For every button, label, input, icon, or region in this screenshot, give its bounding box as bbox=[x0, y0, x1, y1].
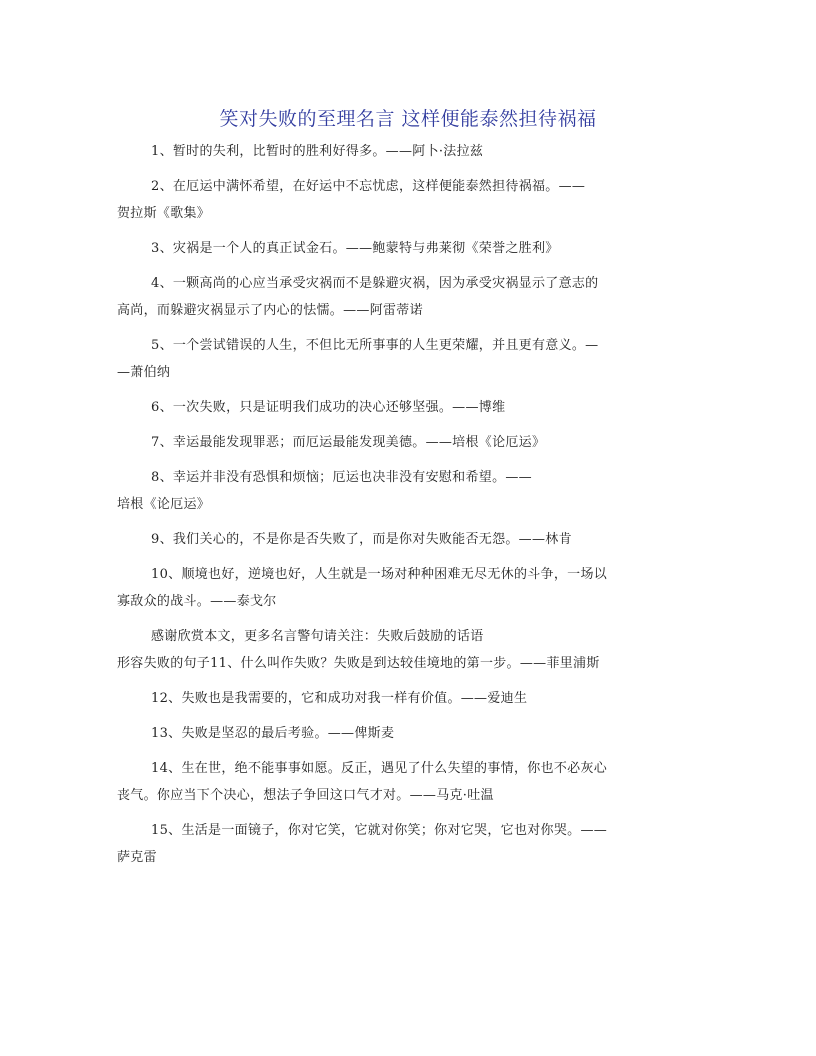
paragraph-14 bbox=[117, 755, 707, 809]
paragraph-8 bbox=[117, 464, 707, 518]
paragraph-line: 2、在厄运中满怀希望，在好运中不忘忧虑，这样便能泰然担待祸福。—— bbox=[151, 179, 586, 194]
paragraph-line: 13、失败是坚忍的最后考验。——俾斯麦 bbox=[151, 726, 395, 741]
paragraph-line: 6、一次失败，只是证明我们成功的决心还够坚强。——博维 bbox=[151, 400, 506, 415]
paragraph-line: 15、生活是一面镜子，你对它笑，它就对你笑；你对它哭，它也对你哭。—— bbox=[151, 823, 608, 838]
paragraph-line: 9、我们关心的，不是你是否失败了，而是你对失败能否无怨。——林肯 bbox=[151, 532, 572, 547]
paragraph-line: 12、失败也是我需要的，它和成功对我一样有价值。——爱迪生 bbox=[151, 691, 528, 706]
paragraph-line: —萧伯纳 bbox=[117, 365, 171, 380]
paragraph-6 bbox=[117, 394, 707, 421]
paragraph-7 bbox=[117, 429, 707, 456]
paragraph-1 bbox=[117, 138, 707, 165]
paragraph-line: 寡敌众的战斗。——泰戈尔 bbox=[117, 594, 277, 609]
paragraph-line: 贺拉斯《歌集》 bbox=[117, 206, 211, 221]
paragraph-9 bbox=[117, 526, 707, 553]
paragraph-line: 感谢欣赏本文，更多名言警句请关注：失败后鼓励的话语 bbox=[151, 629, 484, 644]
paragraph-line: 10、顺境也好，逆境也好，人生就是一场对种种困难无尽无休的斗争，一场以 bbox=[151, 567, 608, 582]
document-body bbox=[117, 138, 707, 871]
document-title: 笑对失败的至理名言 这样便能泰然担待祸福 bbox=[219, 108, 597, 130]
paragraph-line: 8、幸运并非没有恐惧和烦恼；厄运也决非没有安慰和希望。—— bbox=[151, 470, 532, 485]
paragraph-line: 5、一个尝试错误的人生，不但比无所事事的人生更荣耀，并且更有意义。— bbox=[151, 338, 599, 353]
paragraph-12 bbox=[117, 685, 707, 712]
paragraph-line: 1、暂时的失利，比暂时的胜利好得多。——阿卜·法拉兹 bbox=[151, 144, 484, 159]
paragraph-11 bbox=[117, 623, 707, 677]
paragraph-3 bbox=[117, 235, 707, 262]
paragraph-5 bbox=[117, 332, 707, 386]
paragraph-line: 萨克雷 bbox=[117, 850, 157, 865]
paragraph-13 bbox=[117, 720, 707, 747]
paragraph-line: 7、幸运最能发现罪恶；而厄运最能发现美德。——培根《论厄运》 bbox=[151, 435, 546, 450]
paragraph-line: 14、生在世，绝不能事事如愿。反正，遇见了什么失望的事情，你也不必灰心 bbox=[151, 761, 608, 776]
paragraph-10 bbox=[117, 561, 707, 615]
paragraph-line: 培根《论厄运》 bbox=[117, 497, 211, 512]
paragraph-line: 丧气。你应当下个决心，想法子争回这口气才对。——马克·吐温 bbox=[117, 788, 494, 803]
paragraph-line: 3、灾祸是一个人的真正试金石。——鲍蒙特与弗莱彻《荣誉之胜利》 bbox=[151, 241, 559, 256]
paragraph-line: 4、一颗高尚的心应当承受灾祸而不是躲避灾祸，因为承受灾祸显示了意志的 bbox=[151, 276, 599, 291]
paragraph-line: 高尚，而躲避灾祸显示了内心的怯懦。——阿雷蒂诺 bbox=[117, 303, 423, 318]
paragraph-4 bbox=[117, 270, 707, 324]
paragraph-15 bbox=[117, 817, 707, 871]
paragraph-2 bbox=[117, 173, 707, 227]
paragraph-line: 形容失败的句子11、什么叫作失败？失败是到达较佳境地的第一步。——菲里浦斯 bbox=[117, 656, 600, 671]
